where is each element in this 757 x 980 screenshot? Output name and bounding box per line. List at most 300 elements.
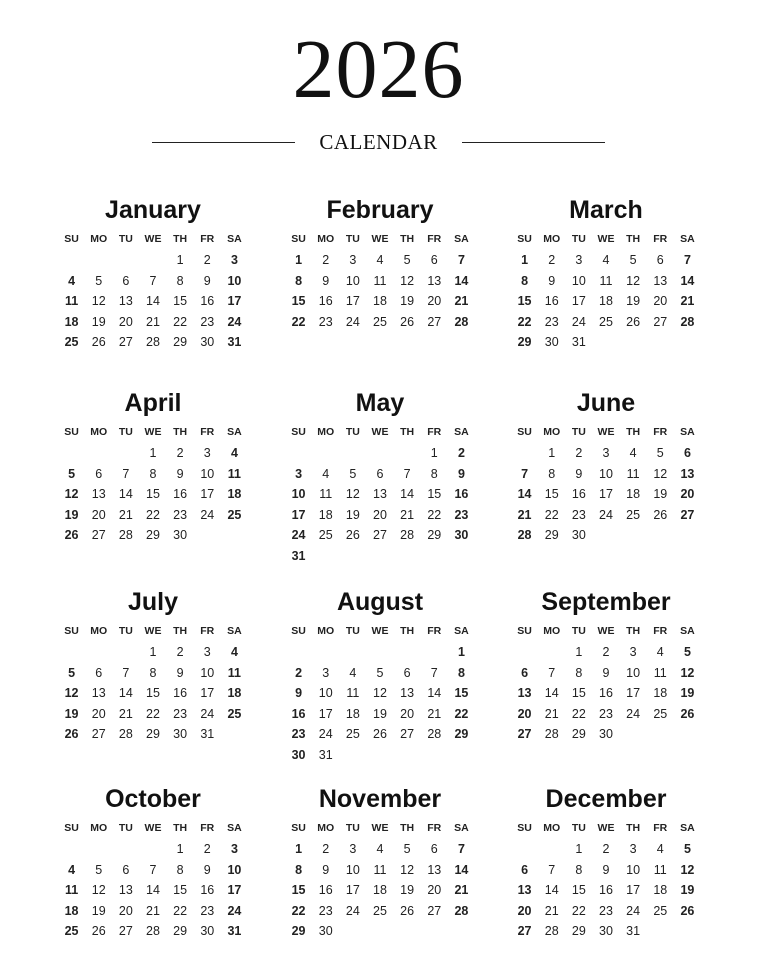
week-row — [58, 312, 248, 333]
week-row — [511, 525, 701, 546]
day-cell: 4 — [230, 446, 238, 460]
weekday-label: WE — [371, 233, 389, 245]
week-row — [511, 880, 701, 901]
day-cell: 18 — [599, 294, 613, 309]
empty-day-cell — [394, 642, 421, 663]
weekday-header — [285, 817, 475, 839]
weekday-label: FR — [200, 233, 215, 245]
week-row — [285, 250, 475, 271]
weekday-label: SU — [64, 822, 79, 834]
day-cell: 24 — [599, 507, 613, 522]
day-cell: 29 — [571, 924, 586, 939]
day-cell: 16 — [200, 294, 215, 309]
day-cell: 15 — [146, 686, 160, 701]
day-cell: 6 — [95, 466, 103, 481]
weekday-label: FR — [653, 233, 668, 245]
day-cell: 11 — [64, 294, 79, 309]
day-cell: 13 — [91, 487, 106, 502]
day-cell: 25 — [653, 903, 668, 918]
day-cell: 9 — [322, 273, 330, 288]
day-cell: 20 — [118, 314, 133, 329]
empty-day-cell — [366, 443, 393, 464]
week-row — [58, 704, 248, 725]
day-cell: 6 — [430, 842, 438, 856]
week-row — [58, 464, 248, 485]
day-cell: 14 — [544, 686, 559, 701]
weekday-label: TU — [345, 625, 360, 637]
day-cell: 21 — [146, 903, 160, 918]
week-row — [58, 860, 248, 881]
weekday-label: SU — [64, 426, 79, 438]
day-cell: 10 — [291, 487, 306, 502]
day-cell: 10 — [345, 273, 360, 288]
week-row — [285, 901, 475, 922]
day-cell: 12 — [400, 862, 415, 877]
empty-day-cell — [394, 745, 421, 766]
day-cell: 24 — [291, 528, 306, 543]
week-row — [285, 704, 475, 725]
weekday-header — [285, 228, 475, 250]
day-cell: 11 — [373, 862, 387, 877]
day-cell: 23 — [200, 903, 215, 918]
empty-day-cell — [674, 921, 701, 942]
month-march — [511, 194, 701, 353]
day-cell: 25 — [318, 528, 333, 543]
week-row — [285, 271, 475, 292]
weekday-label: MO — [90, 822, 108, 834]
empty-day-cell — [620, 525, 647, 546]
day-cell: 22 — [517, 314, 532, 329]
weekday-label: TH — [400, 625, 415, 637]
day-cell: 16 — [318, 294, 333, 309]
day-cell: 10 — [200, 466, 215, 481]
week-row — [285, 291, 475, 312]
day-cell: 24 — [345, 314, 360, 329]
day-cell: 19 — [400, 883, 415, 898]
week-row — [58, 724, 248, 745]
day-cell: 17 — [227, 883, 242, 898]
day-cell: 26 — [626, 314, 641, 329]
empty-day-cell — [448, 546, 475, 567]
weekday-header — [511, 228, 701, 250]
weekday-label: MO — [543, 822, 561, 834]
empty-day-cell — [647, 525, 674, 546]
week-row — [58, 642, 248, 663]
day-cell: 18 — [653, 686, 668, 701]
day-cell: 27 — [118, 335, 133, 350]
week-row — [285, 663, 475, 684]
weekday-label: WE — [597, 822, 615, 834]
weekday-label: TU — [345, 822, 360, 834]
day-cell: 17 — [291, 507, 306, 522]
weekday-label: MO — [317, 233, 335, 245]
day-cell: 28 — [680, 314, 695, 329]
day-cell: 1 — [575, 645, 583, 659]
day-cell: 21 — [454, 883, 469, 898]
week-row — [511, 683, 701, 704]
day-cell: 3 — [602, 446, 610, 460]
day-cell: 2 — [575, 446, 583, 460]
day-cell: 7 — [403, 466, 411, 481]
day-cell: 18 — [345, 706, 360, 721]
day-cell: 23 — [318, 314, 333, 329]
week-row — [58, 525, 248, 546]
weekday-label: WE — [597, 233, 615, 245]
empty-day-cell — [58, 642, 85, 663]
weekday-label: WE — [144, 233, 162, 245]
empty-day-cell — [112, 443, 139, 464]
week-row — [58, 443, 248, 464]
day-cell: 22 — [173, 314, 188, 329]
day-cell: 14 — [680, 273, 695, 288]
weekday-label: TU — [571, 625, 586, 637]
day-cell: 29 — [517, 335, 532, 350]
day-cell: 16 — [318, 883, 333, 898]
day-cell: 21 — [544, 903, 559, 918]
empty-day-cell — [366, 642, 393, 663]
month-name: October — [105, 785, 201, 813]
day-cell: 9 — [176, 665, 184, 680]
day-cell: 16 — [173, 686, 188, 701]
day-cell: 14 — [118, 686, 133, 701]
empty-day-cell — [339, 642, 366, 663]
empty-day-cell — [511, 839, 538, 860]
day-cell: 9 — [295, 686, 303, 701]
day-cell: 25 — [653, 706, 668, 721]
weekday-label: MO — [90, 625, 108, 637]
day-cell: 30 — [173, 528, 188, 543]
empty-day-cell — [194, 525, 221, 546]
weekday-label: SA — [680, 625, 695, 637]
month-december — [511, 783, 701, 942]
day-cell: 7 — [122, 466, 130, 481]
day-cell: 2 — [176, 446, 184, 460]
empty-day-cell — [312, 642, 339, 663]
day-cell: 5 — [68, 466, 76, 481]
day-cell: 23 — [454, 507, 469, 522]
weekday-label: WE — [144, 822, 162, 834]
day-cell: 13 — [118, 883, 133, 898]
day-cell: 25 — [373, 903, 387, 918]
day-cell: 26 — [400, 903, 415, 918]
weekday-label: SU — [291, 822, 306, 834]
day-cell: 18 — [64, 314, 79, 329]
day-cell: 13 — [680, 466, 695, 481]
weekday-label: TU — [571, 233, 586, 245]
weekday-label: TH — [173, 625, 188, 637]
day-cell: 6 — [122, 273, 130, 288]
day-cell: 28 — [544, 727, 559, 742]
empty-day-cell — [538, 839, 565, 860]
weekday-label: TH — [400, 233, 415, 245]
day-cell: 21 — [400, 507, 415, 522]
week-row — [285, 745, 475, 766]
empty-day-cell — [285, 443, 312, 464]
day-cell: 8 — [457, 665, 465, 680]
weekday-label: SA — [454, 426, 469, 438]
day-cell: 8 — [295, 862, 303, 877]
day-cell: 18 — [373, 883, 387, 898]
day-cell: 8 — [521, 273, 529, 288]
day-cell: 19 — [400, 294, 415, 309]
weekday-label: SU — [517, 822, 532, 834]
day-cell: 7 — [521, 466, 529, 481]
day-cell: 18 — [227, 686, 242, 701]
day-cell: 15 — [427, 487, 442, 502]
week-row — [511, 443, 701, 464]
day-cell: 20 — [427, 294, 442, 309]
day-cell: 1 — [548, 446, 556, 460]
weekday-label: FR — [200, 426, 215, 438]
calendar-year: 2026 — [292, 23, 465, 116]
day-cell: 11 — [64, 883, 79, 898]
weekday-label: WE — [597, 426, 615, 438]
day-cell: 30 — [599, 924, 613, 939]
day-cell: 3 — [295, 466, 303, 481]
day-cell: 8 — [149, 665, 157, 680]
day-cell: 5 — [403, 253, 411, 267]
day-cell: 12 — [680, 665, 695, 680]
weekday-label: TH — [173, 426, 188, 438]
day-cell: 29 — [173, 335, 188, 350]
day-cell: 7 — [430, 665, 438, 680]
weekday-label: MO — [543, 426, 561, 438]
day-cell: 31 — [291, 548, 306, 563]
day-cell: 2 — [602, 645, 610, 659]
weekday-header — [58, 817, 248, 839]
empty-day-cell — [511, 443, 538, 464]
empty-day-cell — [448, 745, 475, 766]
empty-day-cell — [85, 250, 112, 271]
day-cell: 26 — [345, 528, 360, 543]
day-cell: 10 — [599, 466, 613, 481]
day-cell: 7 — [683, 253, 691, 267]
day-cell: 3 — [349, 842, 357, 856]
day-cell: 26 — [373, 727, 387, 742]
month-july — [58, 586, 248, 745]
day-cell: 30 — [200, 924, 215, 939]
day-cell: 27 — [517, 727, 532, 742]
day-cell: 23 — [599, 903, 613, 918]
month-may — [285, 387, 475, 567]
day-cell: 26 — [91, 335, 106, 350]
day-cell: 5 — [95, 273, 103, 288]
month-november — [285, 783, 475, 942]
weekday-label: MO — [317, 625, 335, 637]
day-cell: 25 — [373, 314, 387, 329]
day-cell: 27 — [400, 727, 415, 742]
day-cell: 1 — [149, 446, 157, 460]
day-cell: 27 — [427, 903, 442, 918]
weekday-header — [285, 421, 475, 443]
day-cell: 1 — [457, 645, 465, 659]
empty-day-cell — [421, 546, 448, 567]
day-cell: 22 — [427, 507, 442, 522]
day-cell: 23 — [599, 706, 613, 721]
day-cell: 4 — [349, 665, 357, 680]
weekday-label: SA — [680, 822, 695, 834]
week-row — [58, 901, 248, 922]
weekday-label: SA — [227, 625, 242, 637]
month-name: May — [355, 389, 405, 417]
day-cell: 15 — [454, 686, 469, 701]
day-cell: 22 — [146, 507, 160, 522]
day-cell: 16 — [291, 706, 306, 721]
day-cell: 9 — [203, 273, 211, 288]
week-row — [511, 312, 701, 333]
weekday-label: MO — [317, 426, 335, 438]
day-cell: 22 — [544, 507, 559, 522]
weekday-label: MO — [317, 822, 335, 834]
day-cell: 29 — [173, 924, 188, 939]
month-name: March — [569, 196, 643, 224]
weekday-label: WE — [144, 625, 162, 637]
weekday-label: FR — [653, 426, 668, 438]
empty-day-cell — [366, 921, 393, 942]
day-cell: 6 — [376, 466, 384, 481]
day-cell: 15 — [517, 294, 532, 309]
day-cell: 26 — [64, 727, 79, 742]
right-divider — [462, 142, 605, 143]
week-row — [511, 921, 701, 942]
week-row — [511, 860, 701, 881]
day-cell: 17 — [345, 883, 360, 898]
week-row — [285, 484, 475, 505]
day-cell: 27 — [91, 528, 106, 543]
weekday-header — [58, 228, 248, 250]
day-cell: 13 — [653, 273, 668, 288]
weekday-header — [511, 421, 701, 443]
empty-day-cell — [647, 332, 674, 353]
week-row — [511, 724, 701, 745]
day-cell: 12 — [373, 686, 387, 701]
empty-day-cell — [112, 642, 139, 663]
day-cell: 4 — [68, 862, 76, 877]
day-cell: 21 — [118, 706, 133, 721]
day-cell: 10 — [345, 862, 360, 877]
day-cell: 20 — [517, 903, 532, 918]
day-cell: 12 — [64, 686, 79, 701]
day-cell: 27 — [118, 924, 133, 939]
day-cell: 2 — [548, 253, 556, 267]
weekday-label: TU — [571, 822, 586, 834]
weekday-label: TH — [173, 822, 188, 834]
month-name: February — [326, 196, 434, 224]
weekday-label: WE — [371, 625, 389, 637]
day-cell: 28 — [454, 314, 469, 329]
day-cell: 30 — [571, 528, 586, 543]
day-cell: 25 — [599, 314, 613, 329]
day-cell: 12 — [626, 273, 641, 288]
day-cell: 5 — [683, 842, 691, 856]
empty-day-cell — [448, 921, 475, 942]
day-cell: 17 — [345, 294, 360, 309]
day-cell: 20 — [653, 294, 668, 309]
weekday-label: SA — [454, 822, 469, 834]
day-cell: 5 — [656, 446, 664, 460]
day-cell: 23 — [173, 507, 188, 522]
day-cell: 12 — [64, 487, 79, 502]
day-cell: 7 — [457, 253, 465, 267]
day-cell: 3 — [575, 253, 583, 267]
empty-day-cell — [85, 642, 112, 663]
day-cell: 5 — [376, 665, 384, 680]
day-cell: 31 — [626, 924, 641, 939]
day-cell: 22 — [146, 706, 160, 721]
day-cell: 10 — [318, 686, 333, 701]
weekday-header — [511, 817, 701, 839]
day-cell: 1 — [575, 842, 583, 856]
day-cell: 1 — [176, 842, 184, 856]
day-cell: 3 — [629, 842, 637, 856]
day-cell: 23 — [173, 706, 188, 721]
weekday-label: TH — [626, 625, 641, 637]
weekday-label: SU — [291, 233, 306, 245]
day-cell: 4 — [322, 466, 330, 481]
day-cell: 4 — [629, 446, 637, 460]
month-name: December — [545, 785, 667, 813]
week-row — [58, 839, 248, 860]
day-cell: 15 — [291, 294, 306, 309]
subtitle-row — [152, 128, 605, 156]
day-cell: 25 — [626, 507, 641, 522]
day-cell: 22 — [291, 314, 306, 329]
day-cell: 15 — [571, 686, 586, 701]
day-cell: 23 — [291, 727, 306, 742]
day-cell: 14 — [427, 686, 442, 701]
empty-day-cell — [366, 745, 393, 766]
weekday-label: WE — [597, 625, 615, 637]
weekday-label: SU — [517, 426, 532, 438]
day-cell: 23 — [200, 314, 215, 329]
day-cell: 29 — [427, 528, 442, 543]
week-row — [511, 291, 701, 312]
day-cell: 14 — [400, 487, 415, 502]
week-row — [511, 839, 701, 860]
day-cell: 9 — [602, 665, 610, 680]
week-row — [58, 880, 248, 901]
day-cell: 15 — [571, 883, 586, 898]
day-cell: 24 — [227, 314, 242, 329]
day-cell: 16 — [599, 686, 613, 701]
day-cell: 15 — [291, 883, 306, 898]
day-cell: 31 — [318, 747, 333, 762]
day-cell: 16 — [544, 294, 559, 309]
day-cell: 21 — [544, 706, 559, 721]
day-cell: 28 — [544, 924, 559, 939]
week-row — [58, 921, 248, 942]
day-cell: 21 — [517, 507, 532, 522]
empty-day-cell — [674, 525, 701, 546]
day-cell: 6 — [430, 253, 438, 267]
month-name: September — [541, 588, 671, 616]
day-cell: 28 — [146, 335, 160, 350]
day-cell: 14 — [454, 862, 469, 877]
day-cell: 29 — [454, 727, 469, 742]
weekday-label: WE — [371, 822, 389, 834]
day-cell: 30 — [599, 727, 613, 742]
empty-day-cell — [421, 921, 448, 942]
day-cell: 8 — [575, 862, 583, 877]
left-divider — [152, 142, 295, 143]
day-cell: 6 — [521, 862, 529, 877]
empty-day-cell — [221, 724, 248, 745]
weekday-label: SU — [64, 233, 79, 245]
day-cell: 17 — [571, 294, 586, 309]
day-cell: 1 — [176, 253, 184, 267]
day-cell: 12 — [653, 466, 668, 481]
empty-day-cell — [538, 642, 565, 663]
